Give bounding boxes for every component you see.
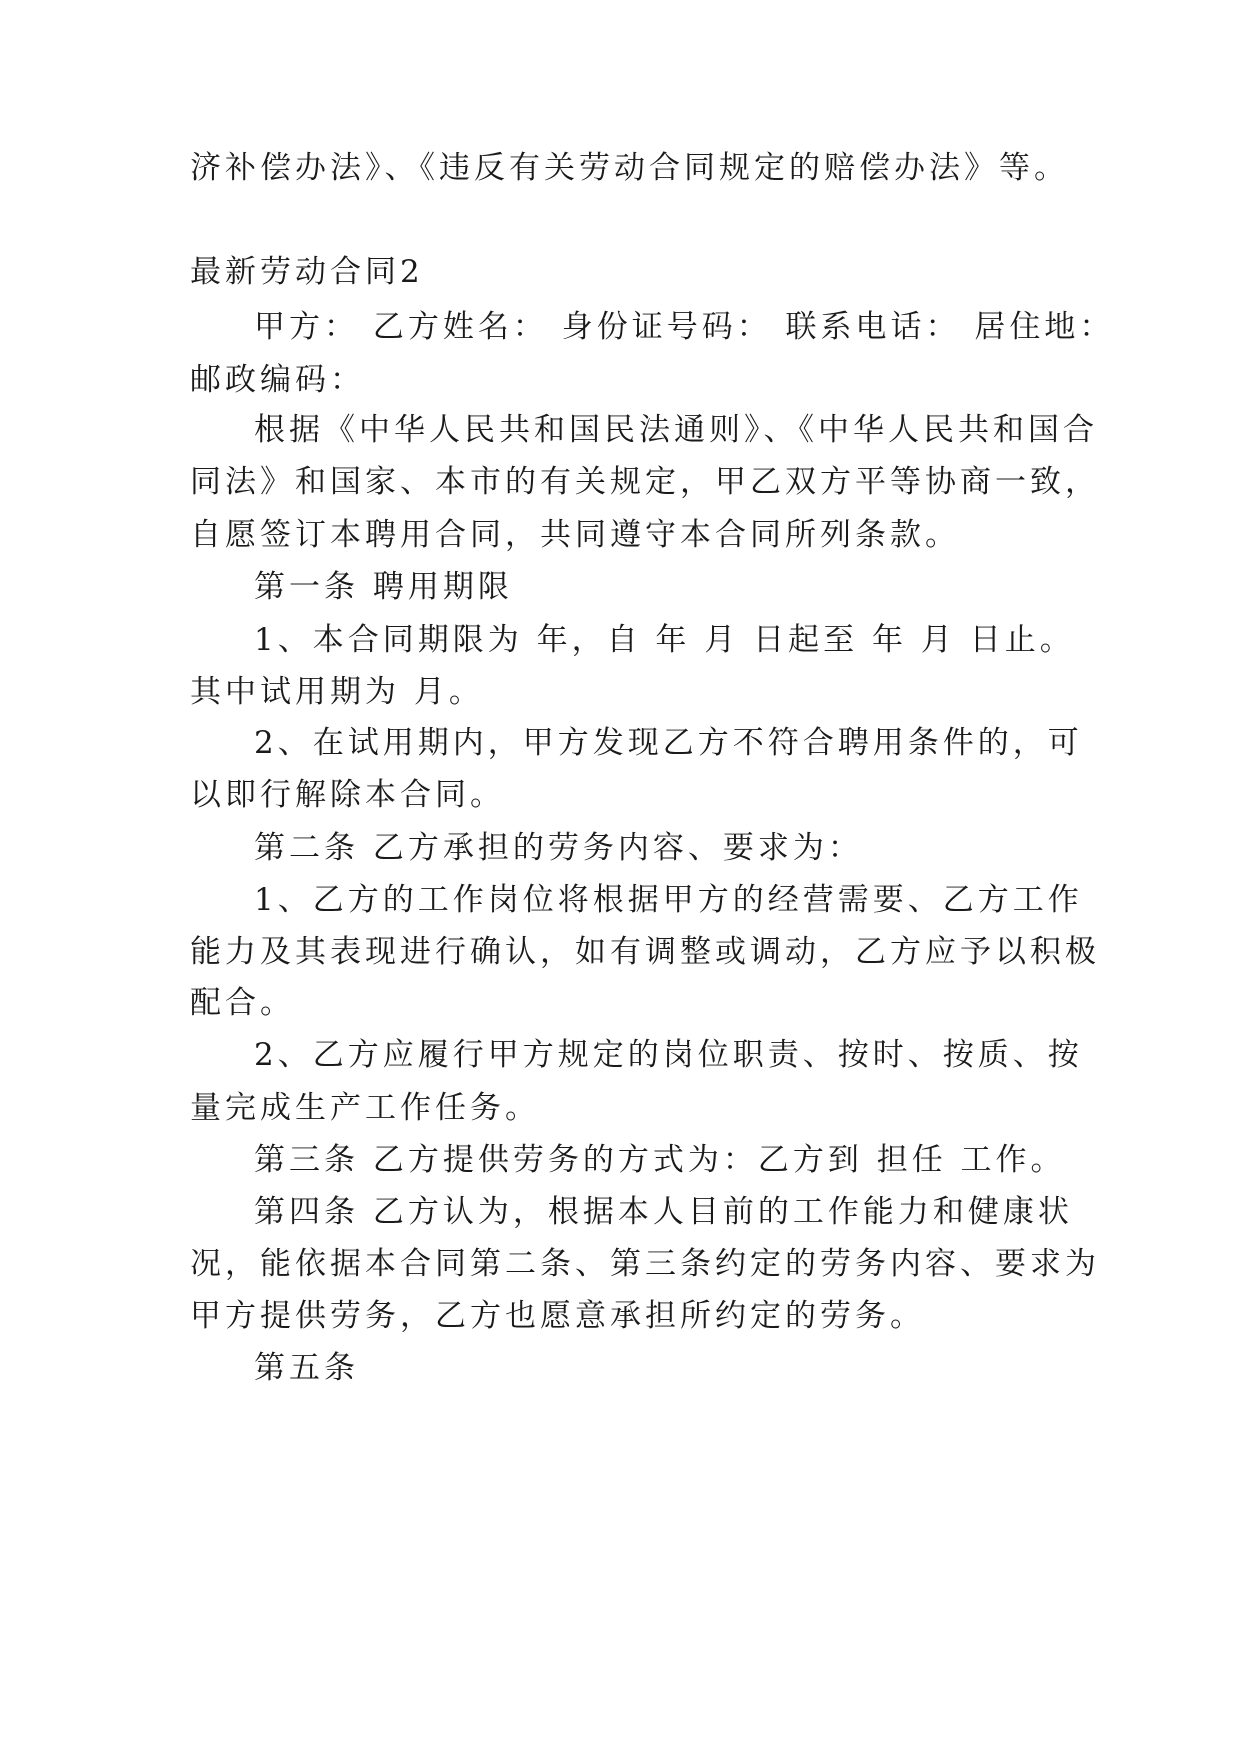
text-line: 其中试用期为 月。 (190, 674, 484, 710)
text-line: 根据《中华人民共和国民法通则》、《中华人民共和国合 (254, 412, 1098, 448)
text-line: 2、乙方应履行甲方规定的岗位职责、按时、按质、按 (254, 1037, 1083, 1073)
text-line: 自愿签订本聘用合同，共同遵守本合同所列条款。 (190, 517, 960, 553)
text-line: 以即行解除本合同。 (190, 777, 505, 813)
text-line: 况，能依据本合同第二条、第三条约定的劳务内容、要求为 (190, 1246, 1100, 1282)
article-heading: 第四条 乙方认为，根据本人目前的工作能力和健康状 (254, 1194, 1073, 1230)
section-title: 最新劳动合同2 (190, 254, 424, 290)
text-line: 能力及其表现进行确认，如有调整或调动，乙方应予以积极 (190, 934, 1100, 970)
text-line: 邮政编码： (190, 362, 365, 398)
text-line: 配合。 (190, 985, 295, 1021)
article-heading: 第一条 聘用期限 (254, 569, 513, 605)
text-line: 1、本合同期限为 年，自 年 月 日起至 年 月 日止。 (254, 622, 1075, 658)
party-fields-line: 甲方： 乙方姓名： 身份证号码： 联系电话： 居住地： (254, 309, 1115, 345)
text-line: 1、乙方的工作岗位将根据甲方的经营需要、乙方工作 (254, 882, 1083, 918)
article-heading: 第五条 (254, 1350, 359, 1386)
text-line: 济补偿办法》、《违反有关劳动合同规定的赔偿办法》等。 (190, 150, 1069, 186)
text-line: 2、在试用期内，甲方发现乙方不符合聘用条件的，可 (254, 725, 1083, 761)
text-line: 同法》和国家、本市的有关规定，甲乙双方平等协商一致， (190, 464, 1100, 500)
text-line: 量完成生产工作任务。 (190, 1090, 540, 1126)
article-heading: 第三条 乙方提供劳务的方式为：乙方到 担任 工作。 (254, 1142, 1066, 1178)
article-heading: 第二条 乙方承担的劳务内容、要求为： (254, 830, 863, 866)
text-line: 甲方提供劳务，乙方也愿意承担所约定的劳务。 (190, 1298, 925, 1334)
